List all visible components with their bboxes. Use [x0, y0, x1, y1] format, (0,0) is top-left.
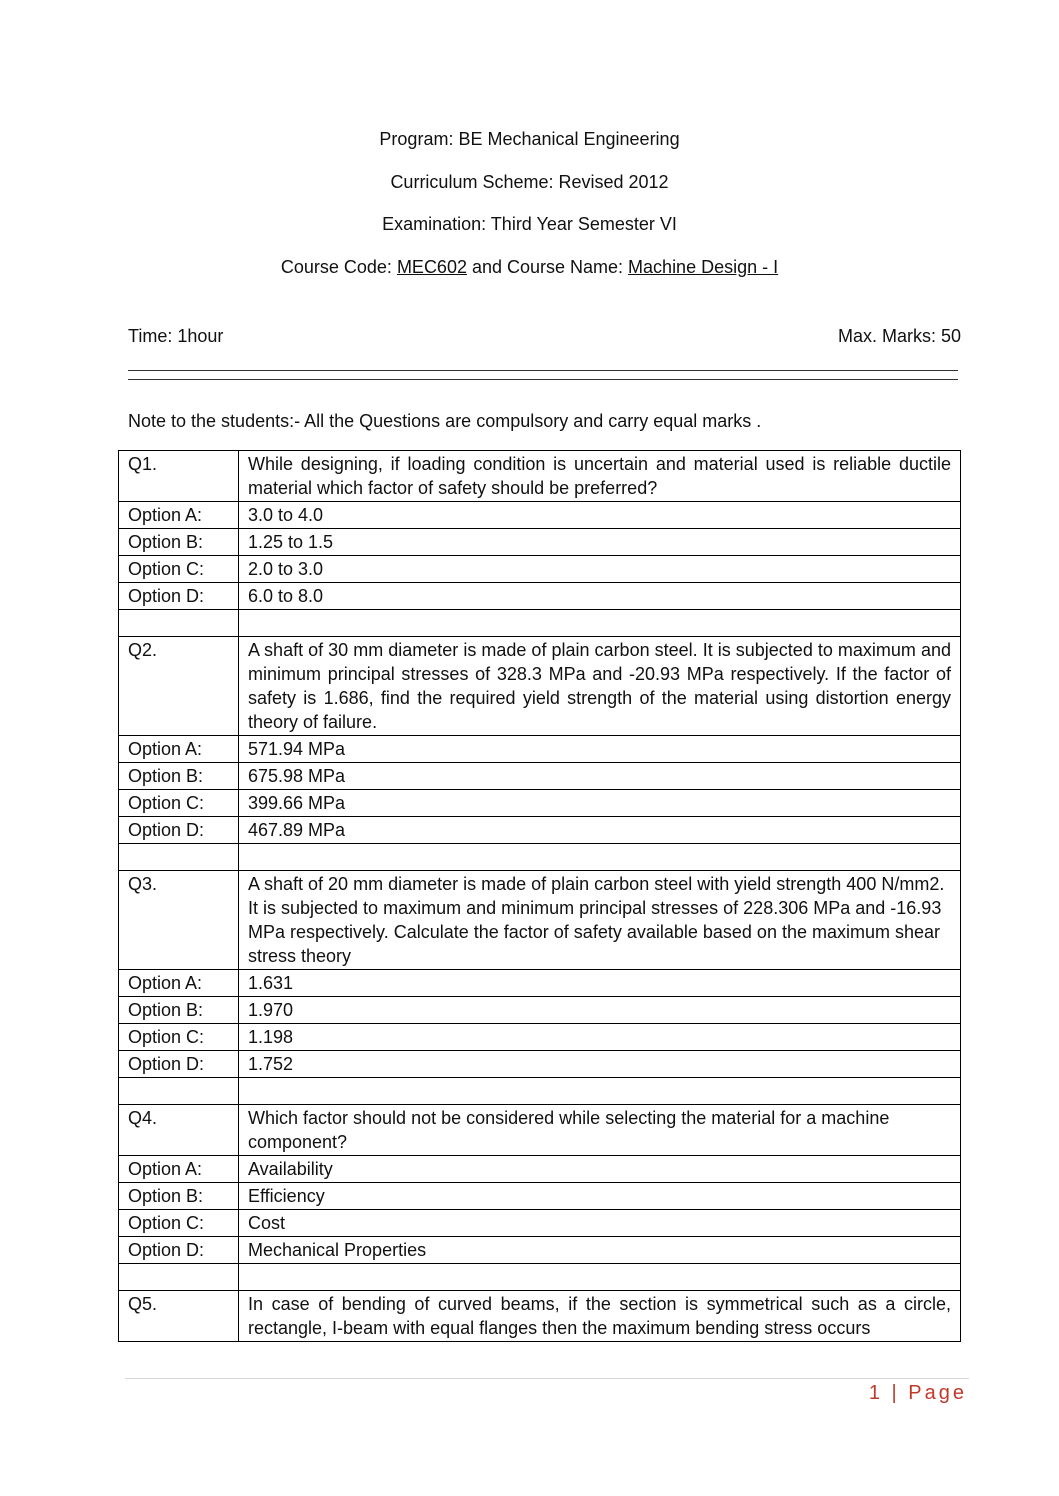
questions-table	[118, 450, 961, 1342]
question-label: Q4.	[119, 1105, 239, 1156]
option-row	[119, 1156, 961, 1183]
course-code-prefix: Course Code:	[280, 257, 397, 277]
option-text: 1.752	[239, 1051, 961, 1078]
question-text: While designing, if loading condition is uncertain and material used is reliable ductile material which factor of safety should be preferred?	[239, 451, 961, 502]
option-row	[119, 736, 961, 763]
exam-time: Time: 1hour	[128, 326, 224, 346]
option-label: Option A:	[119, 1156, 239, 1183]
question-label: Q1.	[119, 451, 239, 502]
option-text: 3.0 to 4.0	[239, 502, 961, 529]
option-label: Option B:	[119, 529, 239, 556]
program-title: Program: BE Mechanical Engineering	[379, 129, 680, 149]
option-row	[119, 763, 961, 790]
option-text: Cost	[239, 1210, 961, 1237]
option-row	[119, 1051, 961, 1078]
question-row	[119, 1291, 961, 1342]
option-label: Option D:	[119, 1237, 239, 1264]
option-label: Option C:	[119, 1024, 239, 1051]
option-label: Option A:	[119, 502, 239, 529]
question-text: Which factor should not be considered while selecting the material for a machine component?	[239, 1105, 961, 1156]
option-label: Option A:	[119, 970, 239, 997]
course-name-prefix: and Course Name:	[466, 257, 629, 277]
question-row	[119, 1105, 961, 1156]
option-label: Option D:	[119, 817, 239, 844]
page-number: 1 | Page	[868, 1382, 967, 1404]
question-label: Q5.	[119, 1291, 239, 1342]
question-text: In case of bending of curved beams, if the section is symmetrical such as a circle, rectangle, I-beam with equal flanges then the maximum bending stress occurs	[239, 1291, 961, 1342]
option-text: 1.631	[239, 970, 961, 997]
spacer-row	[119, 1078, 961, 1105]
option-row	[119, 997, 961, 1024]
option-label: Option D:	[119, 1051, 239, 1078]
examination-title: Examination: Third Year Semester VI	[382, 214, 677, 234]
footer-divider	[125, 1378, 969, 1379]
option-row	[119, 817, 961, 844]
option-text: 2.0 to 3.0	[239, 556, 961, 583]
option-label: Option B:	[119, 997, 239, 1024]
option-row	[119, 1237, 961, 1264]
option-label: Option B:	[119, 763, 239, 790]
option-text: 399.66 MPa	[239, 790, 961, 817]
course-line	[0, 257, 1059, 278]
option-label: Option A:	[119, 736, 239, 763]
course-name: Machine Design - I	[628, 257, 779, 277]
option-label: Option B:	[119, 1183, 239, 1210]
spacer-row	[119, 610, 961, 637]
question-label: Q2.	[119, 637, 239, 736]
question-label: Q3.	[119, 871, 239, 970]
option-row	[119, 970, 961, 997]
option-text: Efficiency	[239, 1183, 961, 1210]
option-text: Availability	[239, 1156, 961, 1183]
option-text: Mechanical Properties	[239, 1237, 961, 1264]
question-text: A shaft of 20 mm diameter is made of plain carbon steel with yield strength 400 N/mm2. It is subjected to maximum and minimum principal stresses of 228.306 MPa and -16.93 MPa respectively. Calculate the factor of safety available based on the maximum shear stress theory	[239, 871, 961, 970]
option-text: 6.0 to 8.0	[239, 583, 961, 610]
option-label: Option D:	[119, 583, 239, 610]
option-text: 571.94 MPa	[239, 736, 961, 763]
option-label: Option C:	[119, 790, 239, 817]
option-label: Option C:	[119, 556, 239, 583]
option-row	[119, 502, 961, 529]
max-marks: Max. Marks: 50	[837, 326, 961, 346]
question-text: A shaft of 30 mm diameter is made of plain carbon steel. It is subjected to maximum and minimum principal stresses of 328.3 MPa and -20.93 MPa respectively. If the factor of safety is 1.686, find the required yield strength of the material using distortion energy theory of failure.	[239, 637, 961, 736]
option-row	[119, 529, 961, 556]
option-text: 467.89 MPa	[239, 817, 961, 844]
option-row	[119, 1210, 961, 1237]
course-code: MEC602	[396, 257, 467, 277]
separator-rule	[128, 370, 958, 380]
option-row	[119, 583, 961, 610]
option-row	[119, 1183, 961, 1210]
spacer-row	[119, 844, 961, 871]
option-text: 1.970	[239, 997, 961, 1024]
student-note: Note to the students:- All the Questions are compulsory and carry equal marks .	[128, 411, 762, 431]
option-text: 1.25 to 1.5	[239, 529, 961, 556]
spacer-row	[119, 1264, 961, 1291]
question-row	[119, 451, 961, 502]
curriculum-scheme: Curriculum Scheme: Revised 2012	[390, 172, 669, 192]
option-text: 1.198	[239, 1024, 961, 1051]
question-row	[119, 637, 961, 736]
option-label: Option C:	[119, 1210, 239, 1237]
option-text: 675.98 MPa	[239, 763, 961, 790]
option-row	[119, 790, 961, 817]
option-row	[119, 1024, 961, 1051]
question-row	[119, 871, 961, 970]
option-row	[119, 556, 961, 583]
